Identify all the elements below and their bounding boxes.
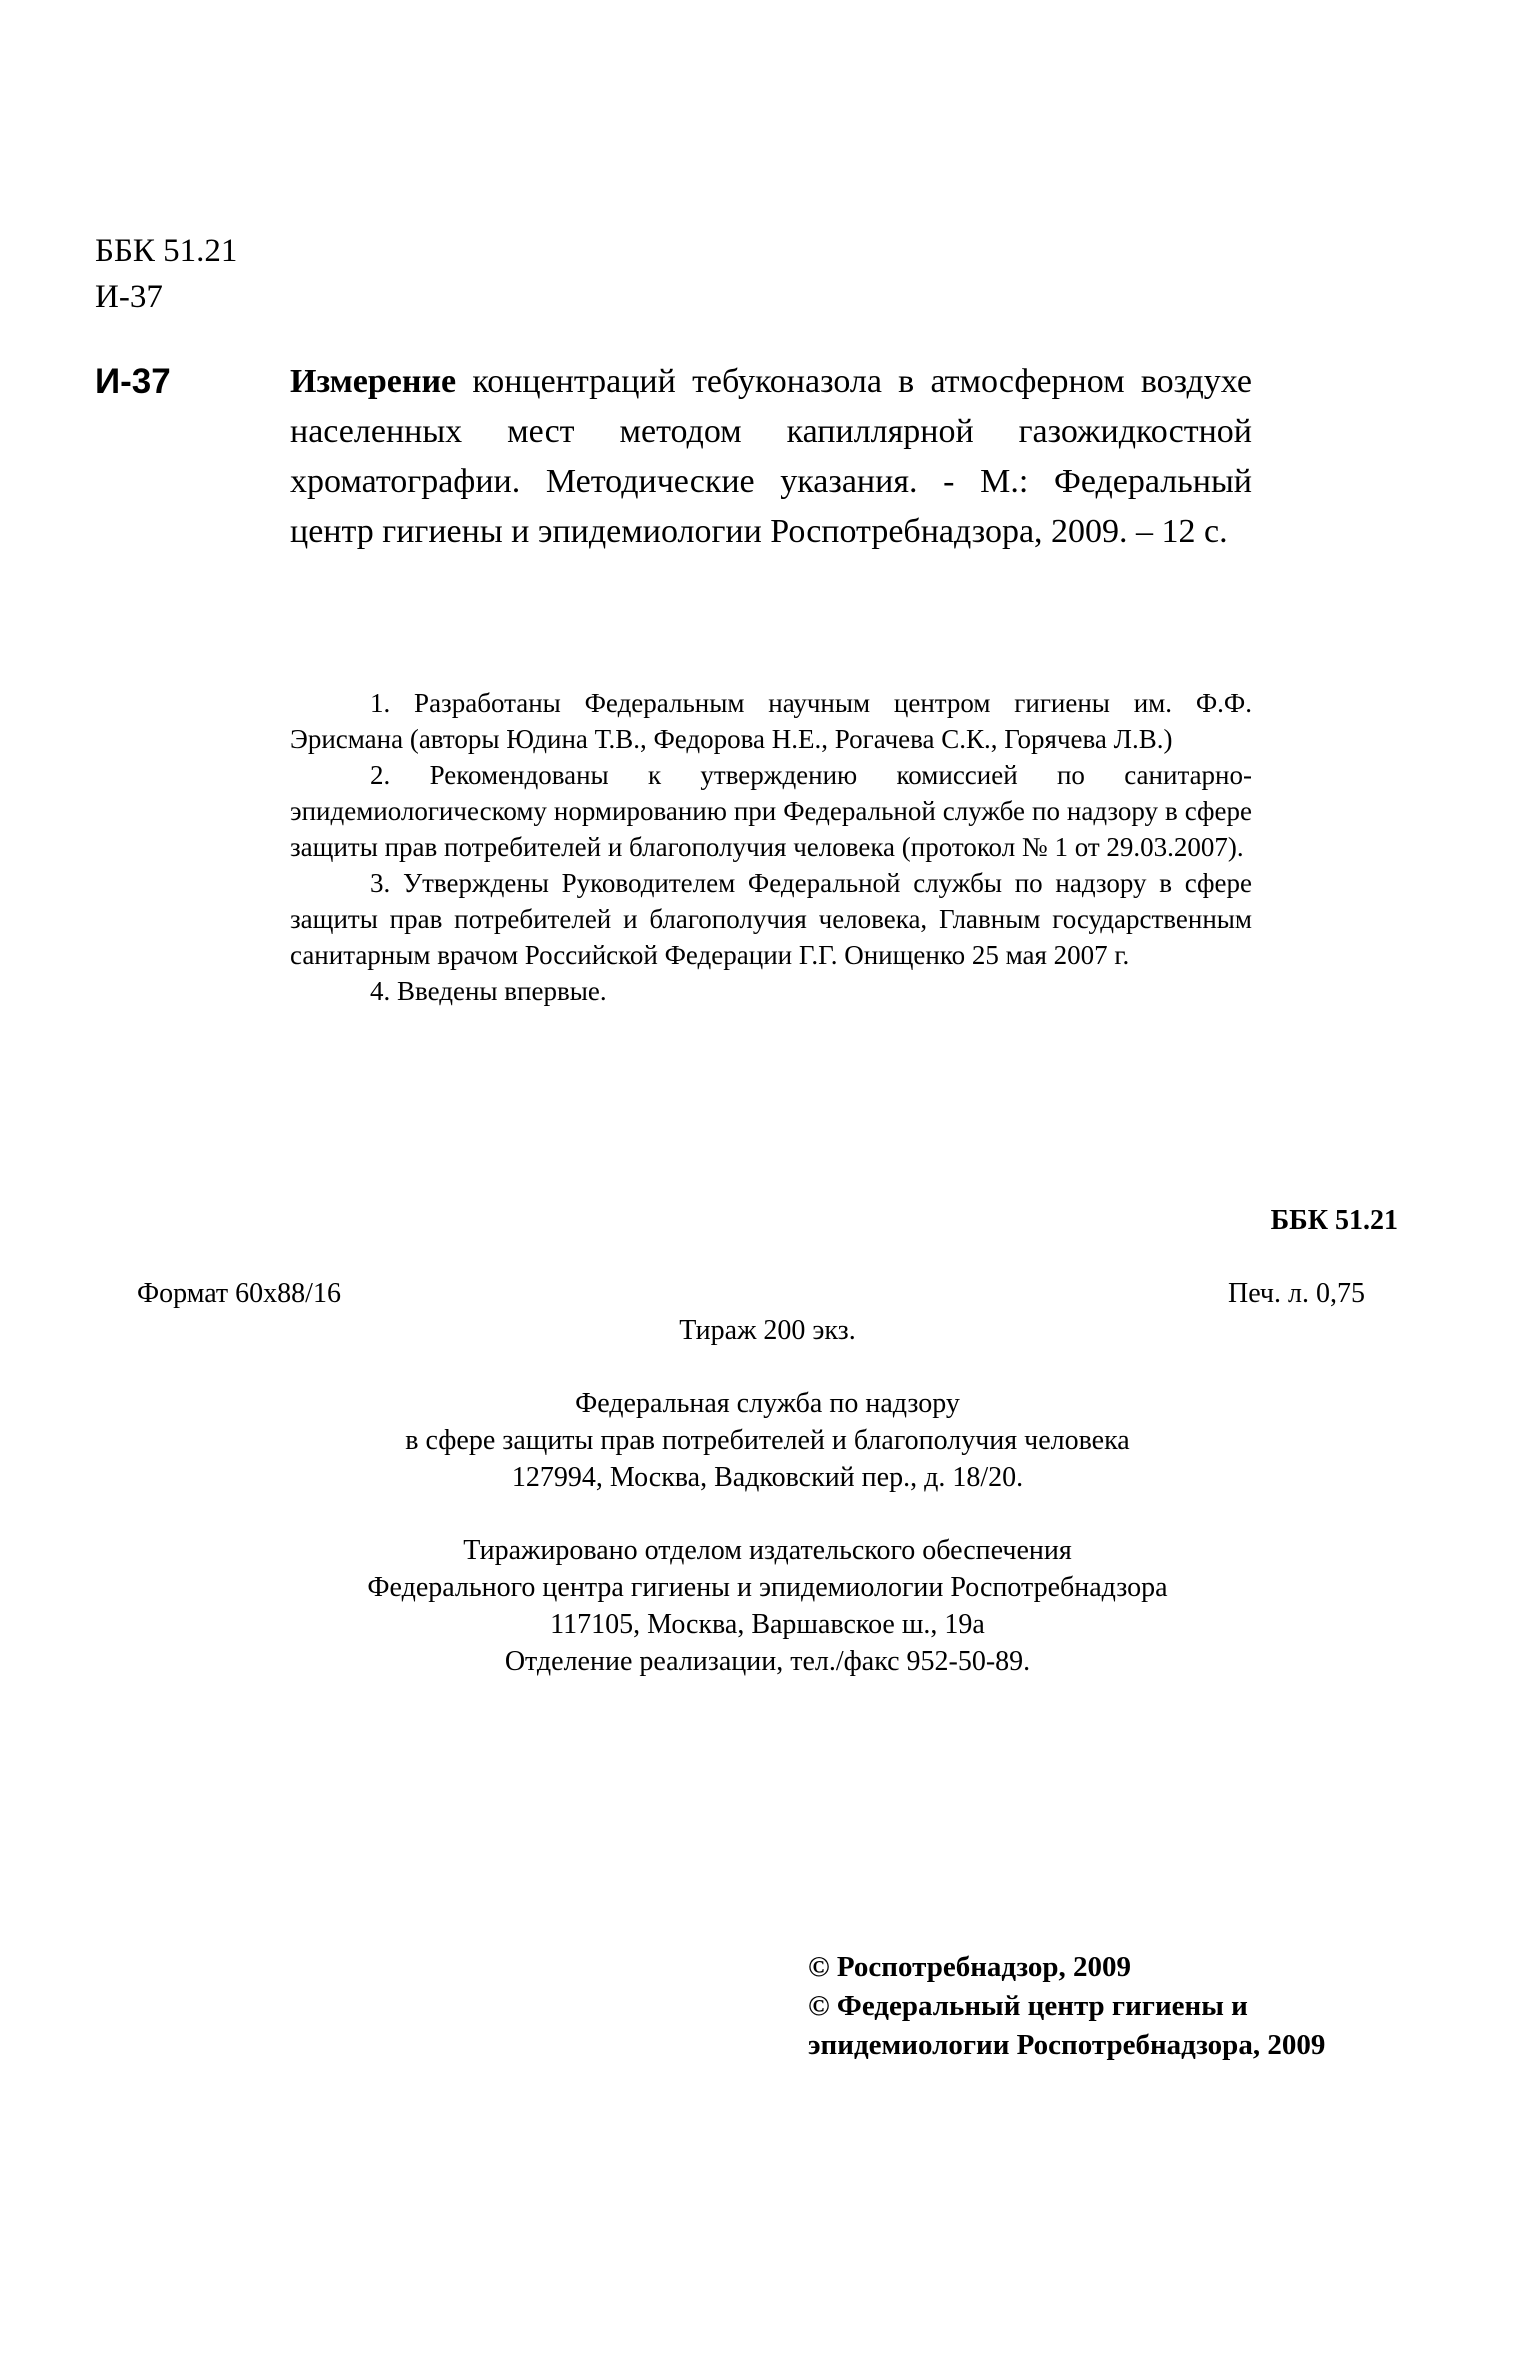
development-notes: [290, 685, 1252, 1009]
publisher-line: в сфере защиты прав потребителей и благополучия человека: [405, 1425, 1130, 1456]
copyright-line: © Роспотребнадзор, 2009: [808, 1951, 1132, 1983]
print-sheets: Печ. л. 0,75: [1227, 1278, 1365, 1309]
bibliographic-description: [290, 357, 1252, 557]
printer-contact: Отделение реализации, тел./факс 952-50-89.: [504, 1646, 1031, 1677]
publisher-line: Федеральная служба по надзору: [575, 1388, 960, 1419]
printer-info: [0, 1532, 1535, 1680]
note-item: 3. Утверждены Руководителем Федеральной службы по надзору в сфере защиты прав потребителей и благополучия человека, Главным государственным санитарным врачом Российской Федерации Г.Г. Онищенко 25 мая 2007 г.: [290, 868, 1252, 970]
author-mark: И-37: [95, 279, 163, 315]
bbk-code: ББК 51.21: [95, 233, 238, 269]
publisher-address: 127994, Москва, Вадковский пер., д. 18/20.: [511, 1462, 1024, 1493]
title-first-word: Измерение: [290, 363, 457, 400]
copyright-line: © Федеральный центр гигиены и: [808, 1990, 1248, 2022]
bbk-code-right: ББК 51.21: [1270, 1205, 1398, 1236]
note-item: 1. Разработаны Федеральным научным центром гигиены им. Ф.Ф. Эрисмана (авторы Юдина Т.В., Федорова Н.Е., Рогачева С.К., Горячева Л.В.): [290, 688, 1252, 754]
printer-line: Тиражировано отделом издательского обеспечения: [463, 1535, 1072, 1566]
publisher-info: [0, 1385, 1535, 1496]
catalog-entry-code: И-37: [95, 362, 171, 401]
print-run: Тираж 200 экз.: [679, 1315, 856, 1346]
note-item: 4. Введены впервые.: [370, 976, 607, 1006]
title-rest: концентраций тебуконазола в атмосферном воздухе населенных мест методом капиллярной газожидкостной хроматографии. Методические указания. - М.: Федеральный центр гигиены и эпидемиологии Роспотребнадзора, 2009. – 12 с.: [290, 363, 1253, 550]
printer-address: 117105, Москва, Варшавское ш., 19а: [550, 1609, 985, 1640]
classification-block: [95, 228, 237, 320]
copyright-block: [808, 1948, 1325, 2065]
print-format: Формат 60х88/16: [137, 1278, 341, 1309]
note-item: 2. Рекомендованы к утверждению комиссией по санитарно-эпидемиологическому нормированию при Федеральной службе по надзору в сфере защиты прав потребителей и благополучия человека (протокол № 1 от 29.03.2007).: [290, 760, 1252, 862]
copyright-line: эпидемиологии Роспотребнадзора, 2009: [808, 2029, 1326, 2061]
printer-line: Федерального центра гигиены и эпидемиологии Роспотребнадзора: [367, 1572, 1168, 1603]
